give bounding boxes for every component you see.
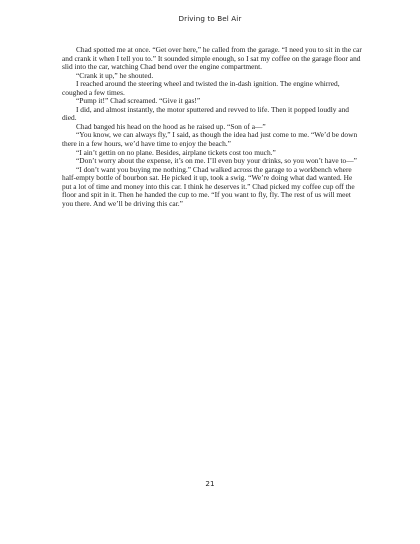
paragraph: “Pump it!” Chad screamed. “Give it gas!” — [76, 96, 201, 106]
body-text — [62, 46, 362, 208]
paragraph: “You know, we can always fly,” I said, as though the idea had just come to me. “We’d be down there in a few hours, we’d have time to enjoy the beach.” — [62, 130, 358, 149]
paragraph: Chad banged his head on the hood as he raised up. “Son of a—” — [76, 121, 266, 131]
page-number: 21 — [205, 479, 215, 488]
paragraph: “Don’t worry about the expense, it’s on me. I’ll even buy your drinks, so you won’t have to—” — [76, 156, 357, 166]
paragraph: “I ain’t gettin on no plane. Besides, airplane tickets cost too much.” — [76, 147, 276, 157]
paragraph: “Crank it up,” he shouted. — [76, 70, 154, 80]
paragraph: I did, and almost instantly, the motor sputtered and revved to life. Then it popped loudly and died. — [62, 104, 349, 123]
paragraph: I reached around the steering wheel and twisted the in-dash ignition. The engine whirred, coughed a few times. — [62, 79, 340, 97]
running-header: Driving to Bel Air — [178, 14, 242, 23]
paragraph: “I don’t want you buying me nothing.” Chad walked across the garage to a workbench where half-empty bottle of bourbon sat. He picked it up, took a swig. “We’re doing what dad wanted. He put a lot of time and money into this car. I think he deserves it.” Chad picked my coffee cup off the floor and spit in it. Then he handed the cup to me. “If you want to fly, fly. The rest of us will meet you there. And we’ll be driving this car.” — [62, 164, 355, 208]
paragraph: Chad spotted me at once. “Get over here,” he called from the garage. “I need you to sit in the car and crank it when I tell you to.” It sounded simple enough, so I sat my coffee on the garage floor and slid into the car, watching Chad bend over the engine compartment. — [62, 45, 362, 72]
